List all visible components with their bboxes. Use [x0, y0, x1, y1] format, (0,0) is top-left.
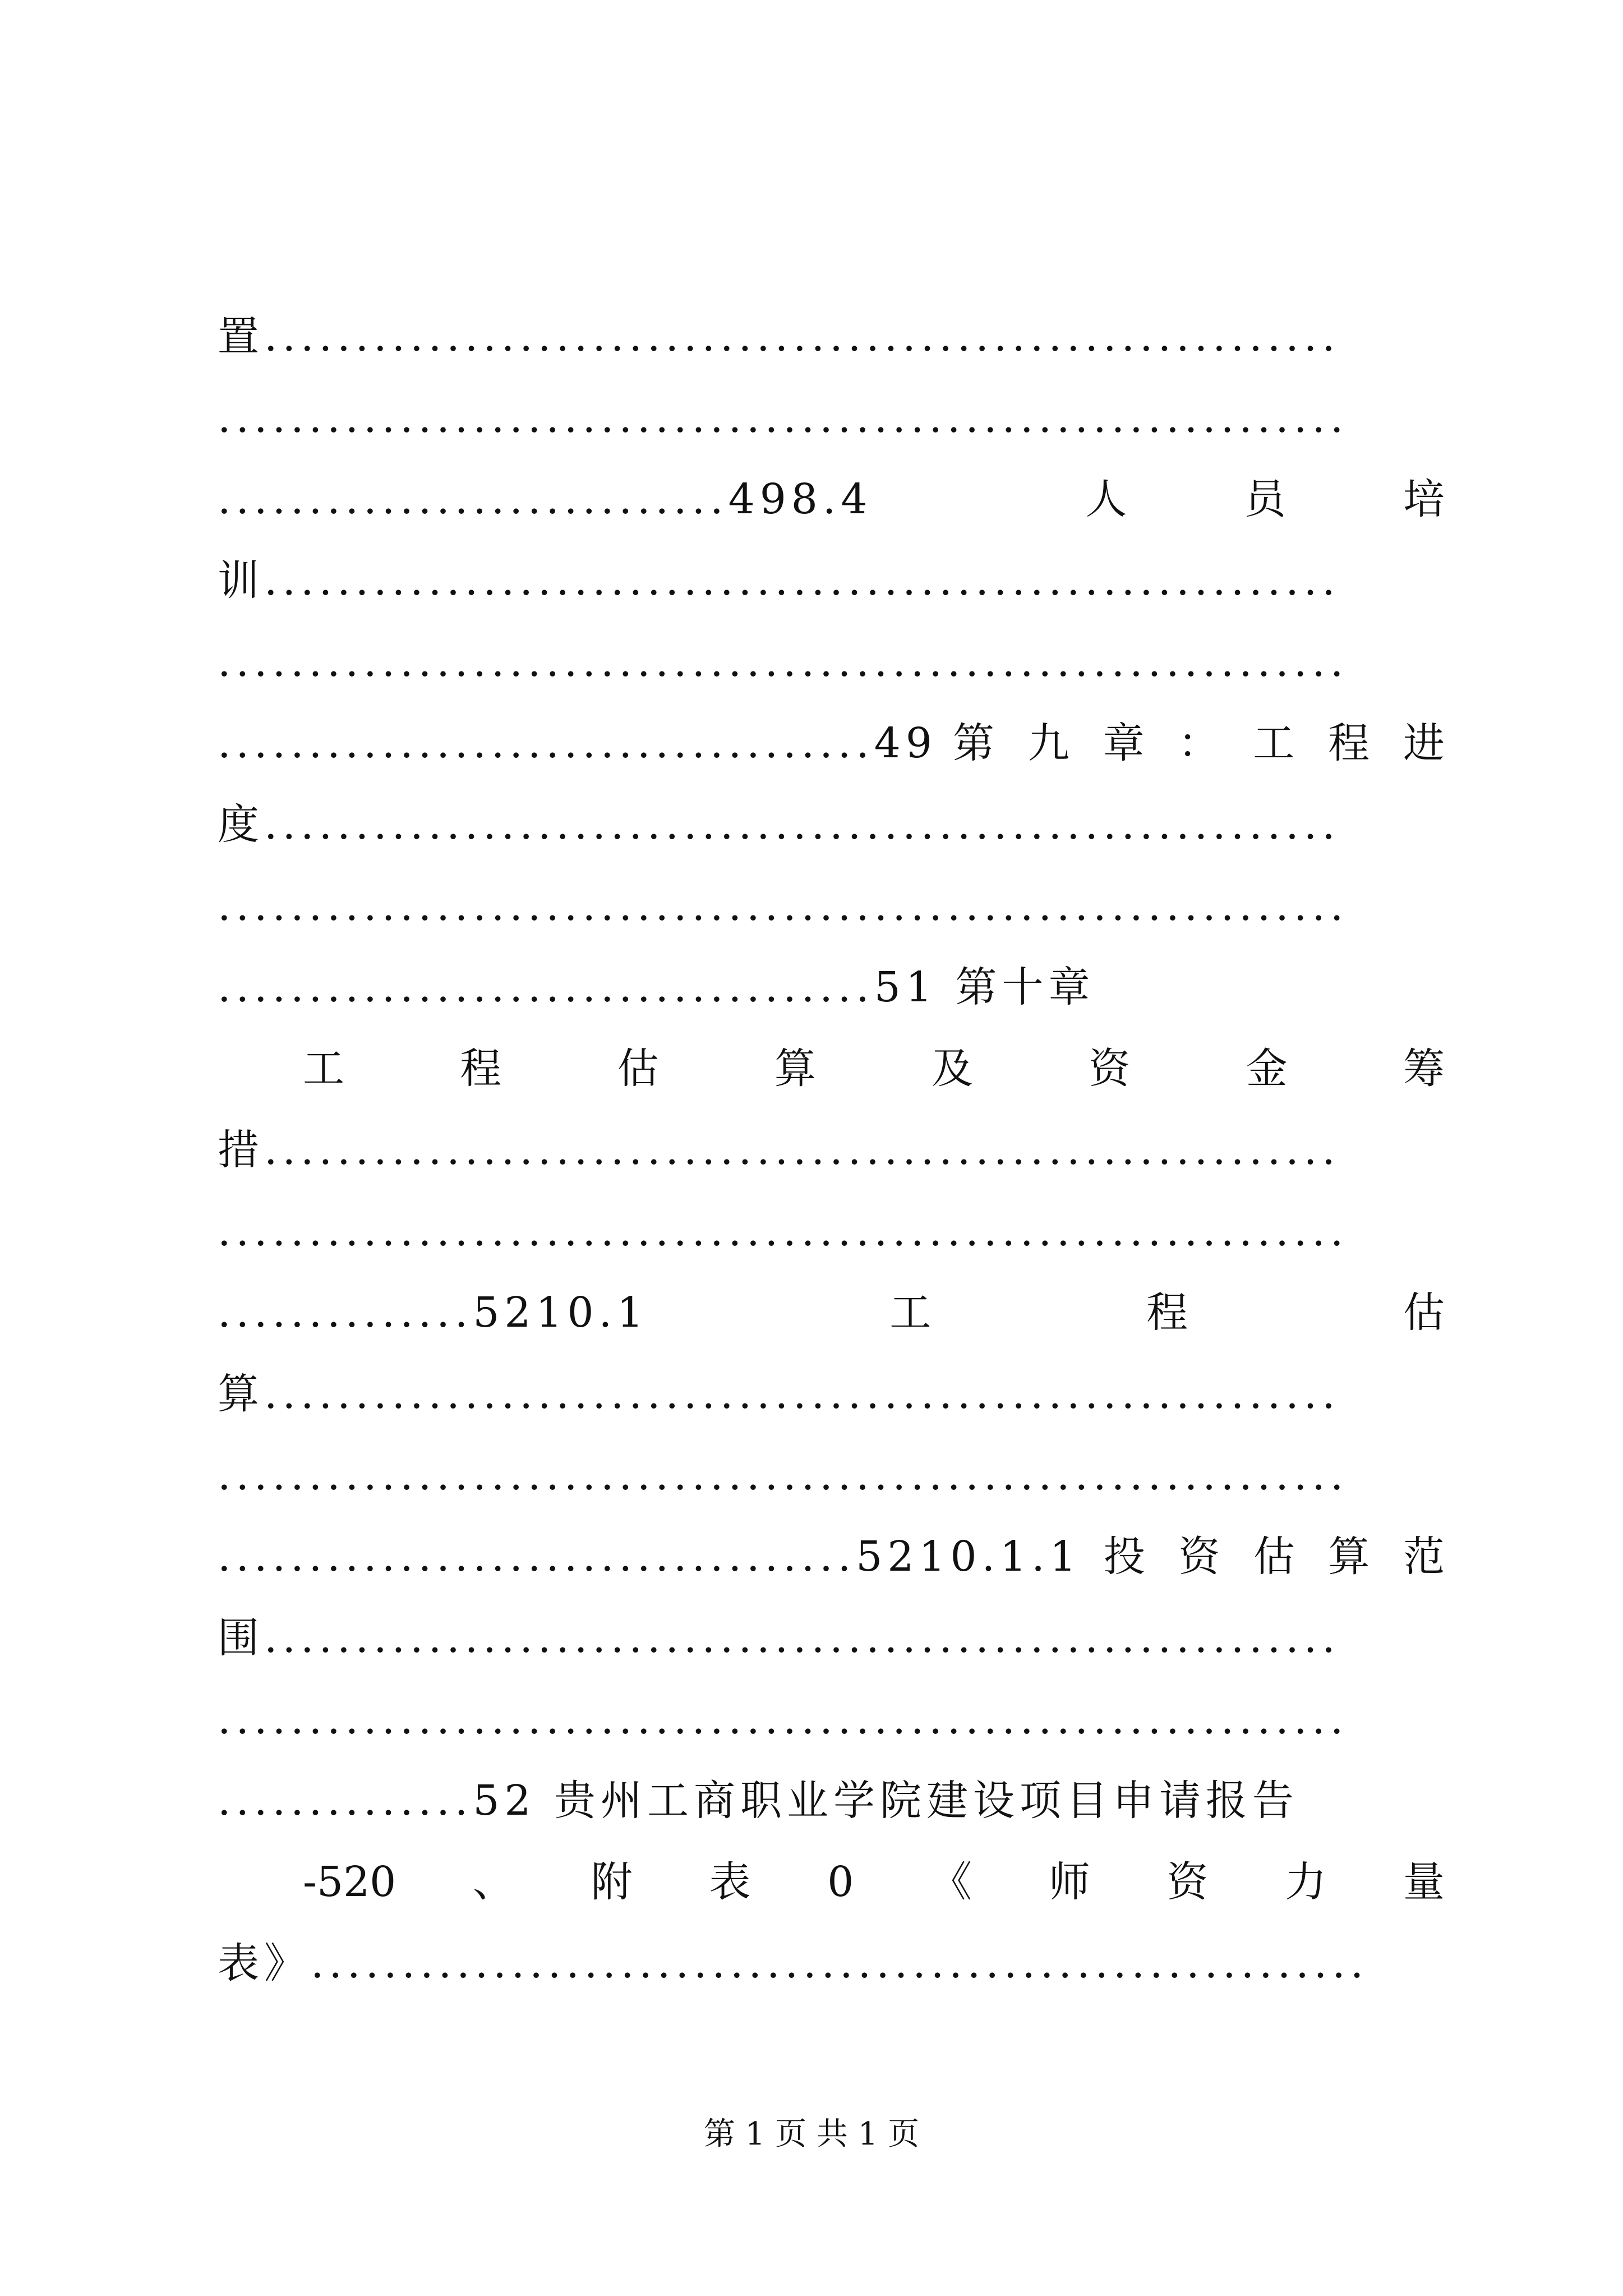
title-char: 0: [827, 1858, 854, 1906]
title-char: 算: [1328, 1533, 1370, 1581]
toc-line: ..............52 贵州工商职业学院建设项目申请报告: [218, 1777, 1299, 1825]
toc-entry-title: [303, 1857, 1445, 1907]
title-char: 人: [1085, 475, 1127, 523]
title-char: 九: [1027, 719, 1069, 767]
toc-line: 表》..........................................................: [218, 1939, 1369, 1987]
title-char: 师: [1048, 1858, 1090, 1906]
toc-line: 置...........................................................: [218, 312, 1340, 361]
title-char: 估: [617, 1045, 659, 1093]
toc-entry-49: [218, 718, 1445, 769]
title-char: 范: [1403, 1533, 1445, 1581]
toc-entry-title: [1085, 474, 1445, 524]
toc-line: 围...........................................................: [218, 1614, 1340, 1662]
title-char: -520: [303, 1858, 396, 1906]
toc-line: ..............................................................: [218, 1451, 1349, 1499]
title-char: 附: [591, 1858, 633, 1906]
toc-entry-5210.1.1: [218, 1531, 1445, 1582]
toc-entry-498.4: [218, 474, 1445, 524]
toc-line: 算...........................................................: [218, 1370, 1340, 1418]
toc-line: ..............................................................: [218, 1695, 1349, 1743]
title-char: 章: [1103, 719, 1145, 767]
title-char: 力: [1285, 1858, 1327, 1906]
title-char: 、: [472, 1858, 514, 1906]
toc-line: 度...........................................................: [218, 800, 1340, 849]
title-char: 筹: [1403, 1045, 1445, 1093]
title-char: 及: [932, 1045, 974, 1093]
title-char: 程: [1146, 1289, 1188, 1337]
title-char: 工: [1253, 719, 1295, 767]
title-char: 资: [1178, 1533, 1220, 1581]
title-char: 资: [1089, 1045, 1131, 1093]
title-char: 量: [1403, 1858, 1445, 1906]
toc-dots-page: ..............5210.1: [218, 1289, 649, 1337]
toc-line: ..............................................................: [218, 882, 1349, 930]
title-char: 培: [1403, 475, 1445, 523]
toc-line: 措...........................................................: [218, 1126, 1340, 1174]
title-char: 《: [930, 1858, 972, 1906]
toc-entry-title: [303, 1043, 1445, 1094]
title-char: 进: [1403, 719, 1445, 767]
title-char: 第: [952, 719, 994, 767]
title-char: 估: [1403, 1289, 1445, 1337]
title-char: 算: [774, 1045, 816, 1093]
title-char: 工: [889, 1289, 932, 1337]
toc-entry-title: [1104, 1531, 1445, 1582]
toc-dots-page: ....................................49: [218, 719, 937, 767]
title-char: 程: [460, 1045, 502, 1093]
toc-line: ..............................................................: [218, 394, 1349, 442]
toc-line: ..............................................................: [218, 1207, 1349, 1255]
toc-dots-page: ............................498.4: [218, 475, 873, 523]
title-char: 金: [1246, 1045, 1288, 1093]
page-footer: 第 1 页 共 1 页: [703, 2116, 920, 2152]
toc-entry-5210.1: [218, 1287, 1445, 1338]
title-char: 员: [1244, 475, 1286, 523]
toc-entry-title: [889, 1287, 1445, 1338]
toc-entry-title: [953, 718, 1445, 769]
title-char: 资: [1166, 1858, 1209, 1906]
title-char: 表: [709, 1858, 751, 1906]
toc-line: 训...........................................................: [218, 556, 1340, 605]
title-char: 估: [1253, 1533, 1295, 1581]
toc-dots-page: ...................................5210.1.1: [218, 1533, 1081, 1581]
title-char: 投: [1103, 1533, 1145, 1581]
title-char: 工: [303, 1045, 344, 1093]
title-char: ：: [1178, 719, 1220, 767]
toc-line: ..............................................................: [218, 638, 1349, 686]
toc-line: ....................................51 第十章: [218, 963, 1095, 1011]
title-char: 程: [1328, 719, 1370, 767]
